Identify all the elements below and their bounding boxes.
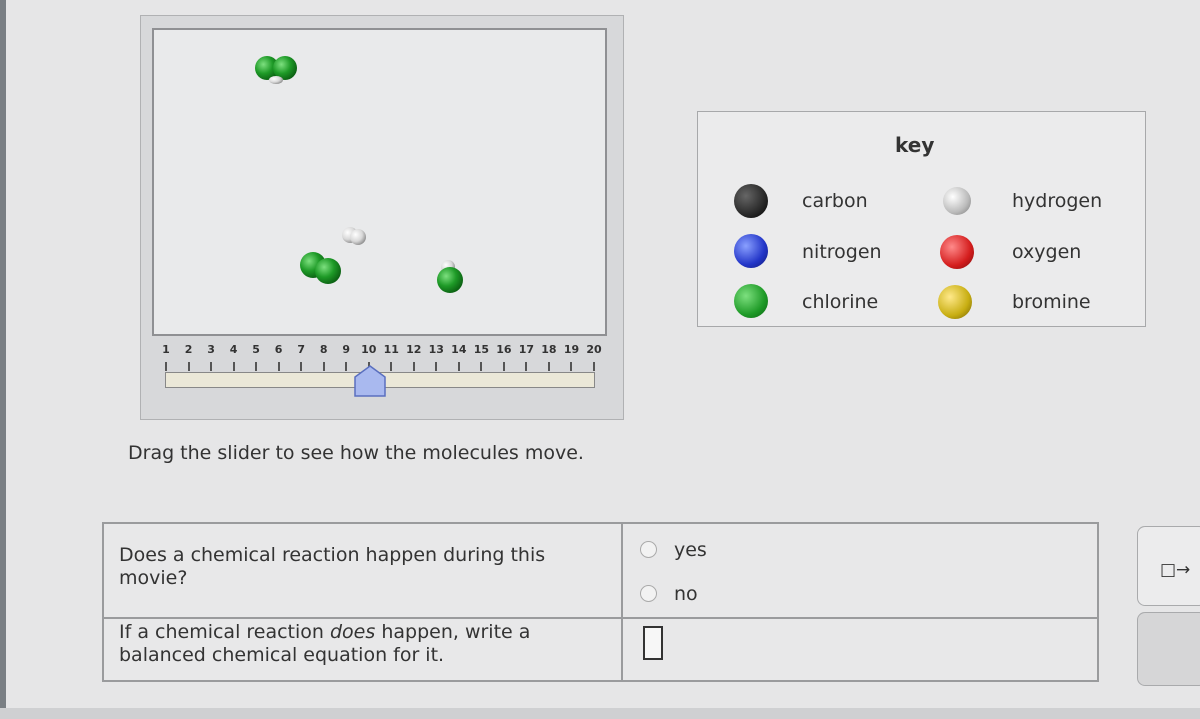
slider-tick-mark (480, 362, 482, 371)
slider-thumb-icon[interactable] (353, 364, 387, 398)
equation-input[interactable] (643, 626, 663, 660)
slider-tick-mark (525, 362, 527, 371)
hydrogen-swatch-icon (943, 187, 971, 215)
slider-tick-mark (210, 362, 212, 371)
window-bottom-edge (0, 708, 1200, 719)
question-2-emphasis: does (330, 621, 376, 643)
slider-tick-mark (188, 362, 190, 371)
key-title: key (895, 133, 935, 157)
slider-tick-label: 20 (586, 343, 602, 356)
oxygen-swatch-icon (940, 235, 974, 269)
slider-tick-mark (458, 362, 460, 371)
cl2-molecule-top (255, 56, 297, 84)
slider-tick-mark (345, 362, 347, 371)
slider-tick-label: 6 (274, 343, 283, 356)
key-label-nitrogen: nitrogen (802, 241, 882, 263)
slider-tick-label: 9 (342, 343, 351, 356)
radio-yes[interactable] (640, 541, 657, 558)
slider-tick-label: 14 (451, 343, 467, 356)
slider-tick-label: 11 (383, 343, 399, 356)
slider-instruction: Drag the slider to see how the molecules move. (128, 442, 584, 464)
key-label-carbon: carbon (802, 190, 868, 212)
slider-tick-label: 7 (297, 343, 305, 356)
question-1-line-2: movie? (119, 567, 188, 589)
carbon-swatch-icon (734, 184, 768, 218)
slider-tick-label: 17 (518, 343, 535, 356)
slider-tick-mark (570, 362, 572, 371)
nitrogen-swatch-icon (734, 234, 768, 268)
bromine-swatch-icon (938, 285, 972, 319)
slider-tick-label: 12 (406, 343, 422, 356)
option-no-label: no (674, 583, 698, 605)
slider-tick-label: 13 (428, 343, 444, 356)
slider-tick-label: 4 (229, 343, 238, 356)
slider-tick-label: 5 (252, 343, 260, 356)
tool-panel-lower[interactable] (1137, 612, 1200, 686)
slider-tick-label: 16 (496, 343, 512, 356)
slider-tick-mark (435, 362, 437, 371)
slider-tick-mark (390, 362, 392, 371)
slider-tick-mark (165, 362, 167, 371)
slider-tick-label: 2 (184, 343, 193, 356)
key-label-hydrogen: hydrogen (1012, 190, 1103, 212)
question-2 (119, 621, 530, 667)
slider-tick-mark (548, 362, 550, 371)
key-label-bromine: bromine (1012, 291, 1091, 313)
hcl-molecule (437, 260, 463, 293)
arrow-icon[interactable]: □→ (1160, 560, 1191, 580)
question-2-post: happen, write a (375, 621, 531, 643)
molecules-svg (154, 30, 605, 334)
table-column-divider (621, 522, 623, 682)
molecule-viewport (152, 28, 607, 336)
question-2-pre: If a chemical reaction (119, 621, 330, 643)
cl2-molecule-bottom (300, 252, 341, 284)
slider-tick-label: 8 (319, 343, 328, 356)
slider-tick-mark (233, 362, 235, 371)
slider-tick-mark (503, 362, 505, 371)
slider-tick-label: 18 (541, 343, 557, 356)
key-label-chlorine: chlorine (802, 291, 879, 313)
slider-tick-label: 1 (162, 343, 170, 356)
slider-tick-mark (413, 362, 415, 371)
radio-no[interactable] (640, 585, 657, 602)
question-2-line-2: balanced chemical equation for it. (119, 644, 445, 666)
slider-tick-label: 10 (361, 343, 377, 356)
option-yes-label: yes (674, 539, 707, 561)
slider-tick-mark (300, 362, 302, 371)
slider-tick-mark (278, 362, 280, 371)
h2-molecule (342, 227, 366, 245)
question-1-line-1: Does a chemical reaction happen during this (119, 544, 546, 566)
slider-tick-label: 3 (207, 343, 215, 356)
slider-tick-label: 15 (473, 343, 490, 356)
table-divider (102, 617, 1099, 619)
slider-tick-mark (255, 362, 257, 371)
slider-tick-mark (593, 362, 595, 371)
key-label-oxygen: oxygen (1012, 241, 1082, 263)
slider-tick-label: 19 (563, 343, 580, 356)
question-2-line-1 (119, 621, 530, 644)
window-edge (0, 0, 6, 719)
question-1 (119, 544, 545, 590)
slider-tick-mark (323, 362, 325, 371)
chlorine-swatch-icon (734, 284, 768, 318)
